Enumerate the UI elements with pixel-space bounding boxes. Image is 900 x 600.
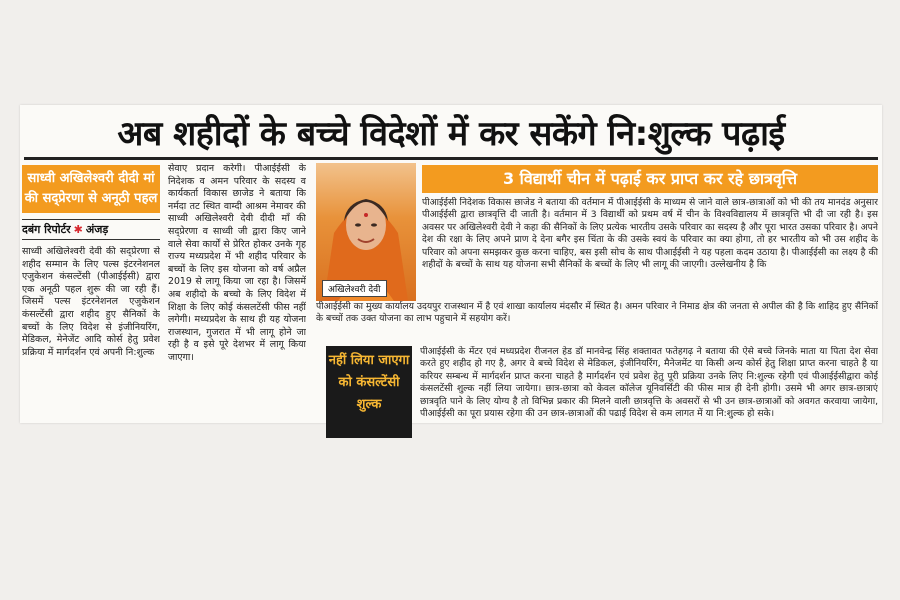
right-text-block-2: पीआईईसी का मुख्य कार्यालय उदयपुर राजस्थान में है एवं शाखा कार्यालय मंदसौर में स्थित है। अमन परिवार ने निमाड क्षेत्र की जनता से अपील की है कि शाहिद हुए सैनिकों के बच्चों तक उक्त योजना का लाभ पहुचाने में सहयोग करें। (316, 301, 878, 325)
portrait-photo (316, 163, 416, 301)
left-highlight-box: साध्वी अखिलेश्वरी दीदी मां की सद्प्रेरणा से अनूठी पहल (22, 165, 160, 213)
byline-city: अंजड़ (85, 223, 109, 236)
subheadline: 3 विद्यार्थी चीन में पढ़ाई कर प्राप्त कर रहे छात्रवृत्ति (422, 165, 878, 193)
right-text-block-1: पीआईईसी निदेशक विकास छाजेड ने बताया की वर्तमान में पीआईईसी के माध्यम से जाने वाले छात्र-छात्राओं को भी की तय मानदंड अनुसार पीआईईसी द्वारा छात्रवृत्ति दी जाती है। वर्तमान में 3 विद्यार्थी को प्रथम वर्ष में चीन के विश्वविद्यालय में छात्रवृत्ति भी दी जा रही है। इस अवसर पर अखिलेश्वरी देवी ने कहा की सैनिकों के लिए प्रत्येक भारतीय उसके परिवार का सदस्य है और पूरा भारत उसका परिवार है। अपने देश की रक्षा के लिए अपने प्राण दे देना बगैर इस चिंता के की उसके स्वयं के परिवार का क्या होगा, तो हर भारतीय को भी उस शहीद के परिवार को अपना समझकर कुछ करना चाहिए, बस इसी सोच के साथ पीआईईसी ने यह पहला कदम उठाया है। पीआईईसी का लक्ष्य है की शहीदों के बच्चों के साथ यह योजना सभी सैनिकों के बच्चों के लिए भी लागू की जाएगी। उल्लेखनीय है कि (422, 197, 878, 271)
byline (22, 219, 160, 240)
right-text-block-3: पीआईईसी के मेंटर एवं मध्यप्रदेश रीजनल हेड डॉ मानवेन्द्र सिंह शक्तावत फतेहगढ़ ने बताया की ऐसे बच्चे जिनके माता या पिता देश सेवा करते हुए शहीद हो गए है, अगर वे बच्चे विदेश से मेडिकल, इंजीनियरिंग, मैनेजमेंट या किसी अन्य कोर्स हेतु शिक्षा प्राप्त करना चाहते है या करियर सम्बन्ध में मार्गदर्शन प्राप्त करना चाहते है मार्गदर्शन एवं प्रवेश हेतु पूरी प्रक्रिया उनके लिए नि:शुल्क रहेगी एवं पीआईईसीद्वारा कोई कंसलटेंसी शुल्क नहीं लिया जायेगा। छात्र-छात्रा को केवल कॉलेज यूनिवर्सिटी की फीस मात्र ही देनी होगी। उसमे भी अगर छात्र-छात्राएं छात्रवृति पाने के लिए योग्य है तो विभिन्न प्रकार की मिलने वाली छात्रवृत्ति के अवसरों से भी उन छात्र-छात्राओं को अवगत करवाया जायेगा, पीआईईसी का पूरा प्रयास रहेगा की उन छात्र-छात्राओं की पढाई विदेश से कम लागत में या नि:शुल्क हो सके। (420, 346, 878, 420)
fee-highlight-box: नहीं लिया जाएगा को कंसल्टेंसी शुल्क (326, 346, 412, 438)
newspaper-clipping (20, 105, 882, 423)
star-icon: ✱ (73, 223, 83, 236)
photo-caption: अखिलेश्वरी देवी (322, 280, 387, 297)
headline-divider (24, 157, 878, 160)
left-column (22, 165, 160, 414)
byline-source: दबंग रिपोर्टर (22, 223, 71, 236)
second-column-text: सेवाए प्रदान करेगी। पीआईईसी के निदेशक व अमन परिवार के सदस्य व कार्यकर्ता विकास छाजेड ने बताया कि नर्मदा तट स्थित वाम्दी आश्रम नेमावर की साध्वी अखिलेश्वरी देवी दीदी माँ की सद्प्रेरणा व साध्वी जी द्वारा किए जाने वाले सेवा कार्यों से प्रेरित होकर उनके गृह राज्य मध्यप्रदेश में भी शहीद परिवार के बच्चों के लिए इस योजना को वर्ष अप्रैल 2019 से लागू किया जा रहा है। जिसमें अब शहीदो के बच्चो के लिए विदेश में शिक्षा के लिए कोई कंसलटेंसी फीस नहीं लगेगी। मध्यप्रदेश के साथ ही यह योजना राजस्थान, गुजरात में भी लागू होने जा रही है व इसे पूरे देशभर में लागू किया जाएगा। (168, 163, 306, 363)
headline: अब शहीदों के बच्चे विदेशों में कर सकेंगे नि:शुल्क पढ़ाई (117, 114, 785, 154)
left-column-text: साध्वी अखिलेश्वरी देवी की सद्प्रेरणा से शहीद सम्मान के लिए पल्स इंटरनेशनल एजुकेशन कंसल्टेंसी (पीआईईसी) द्वारा एक अनूठी पहल शुरू की जा रही हैं। जिसमें पल्स इंटरनेशनल एजुकेशन कंसल्टेंसी द्वारा शहीद हुए सैनिकों के बच्चों के लिए विदेश से इंजीनियरिंग, मेडिकल, मेनेजेंट आदि कोर्स हेतु प्रवेश प्रक्रिया में मार्गदर्शन एवं अपनी नि:शुल्क (22, 246, 160, 358)
